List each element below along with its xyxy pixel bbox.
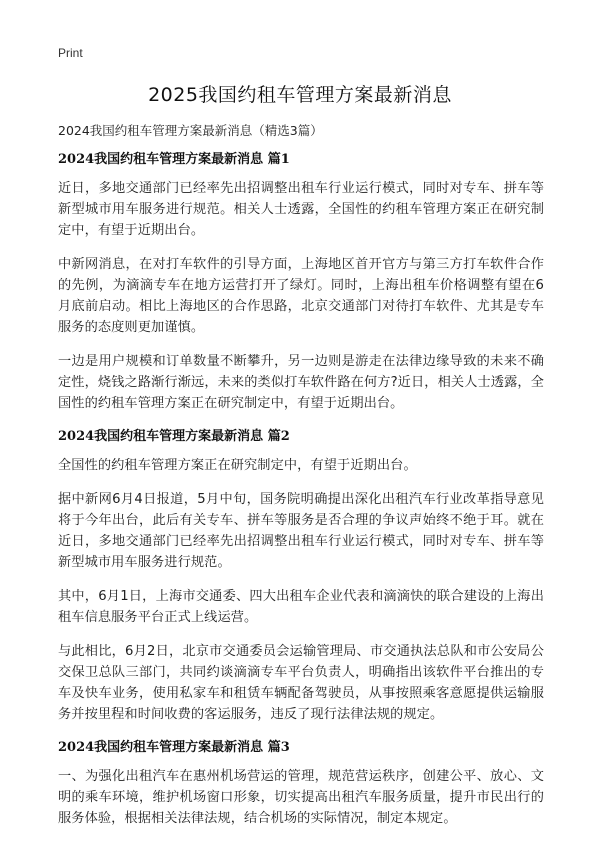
paragraph: 一边是用户规模和订单数量不断攀升，另一边则是游走在法律边缘导致的未来不确定性，烧钱之路渐行渐远，未来的类似打车软件路在何方?近日，相关人士透露，全国性的约租车管理方案正在研究制定中，有望于近期出台。 [58, 354, 544, 411]
paragraph: 近日，多地交通部门已经率先出招调整出租车行业运行模式，同时对专车、拼车等新型城市用车服务进行规范。相关人士透露，全国性的约租车管理方案正在研究制定中，有望于近期出台。 [58, 181, 544, 238]
paragraph: 一、为强化出租汽车在惠州机场营运的管理，规范营运秩序，创建公平、放心、文明的乘车环境，维护机场窗口形象，切实提高出租汽车服务质量，提升市民出行的服务体验，根据相关法律法规，结合机场的实际情况，制定本规定。 [58, 769, 544, 826]
print-link[interactable]: Print [58, 46, 83, 60]
page-title: 2025我国约租车管理方案最新消息 [148, 84, 452, 106]
section-heading-2: 2024我国约租车管理方案最新消息 篇2 [58, 429, 290, 444]
section-heading-1: 2024我国约租车管理方案最新消息 篇1 [58, 152, 290, 167]
paragraph: 全国性的约租车管理方案正在研究制定中，有望于近期出台。 [58, 458, 417, 473]
paragraph: 据中新网6月4日报道，5月中旬，国务院明确提出深化出租汽车行业改革指导意见将于今年出台，此后有关专车、拼车等服务是否合理的争议声始终不绝于耳。就在近日，多地交通部门已经率先出招调整出租车行业运行模式，同时对专车、拼车等新型城市用车服务进行规范。 [58, 492, 544, 570]
paragraph: 中新网消息，在对打车软件的引导方面，上海地区首开官方与第三方打车软件合作的先例，为滴滴专车在地方运营打开了绿灯。同时，上海出租车价格调整有望在6月底前启动。相比上海地区的合作思路，北京交通部门对待打车软件、尤其是专车服务的态度则更加谨慎。 [58, 257, 544, 335]
document-body [58, 122, 544, 842]
section-heading-3: 2024我国约租车管理方案最新消息 篇3 [58, 740, 290, 755]
paragraph: 与此相比，6月2日，北京市交通委员会运输管理局、市交通执法总队和市公安局公交保卫总队三部门，共同约谈滴滴专车平台负责人，明确指出该软件平台推出的专车及快车业务，使用私家车和租赁车辆配备驾驶员，从事按照乘客意愿提供运输服务并按里程和时间收费的客运服务，违反了现行法律法规的规定。 [58, 644, 544, 722]
paragraph: 其中，6月1日，上海市交通委、四大出租车企业代表和滴滴快的联合建设的上海出租车信息服务平台正式上线运营。 [58, 589, 544, 625]
document-subtitle: 2024我国约租车管理方案最新消息（精选3篇） [58, 123, 323, 138]
